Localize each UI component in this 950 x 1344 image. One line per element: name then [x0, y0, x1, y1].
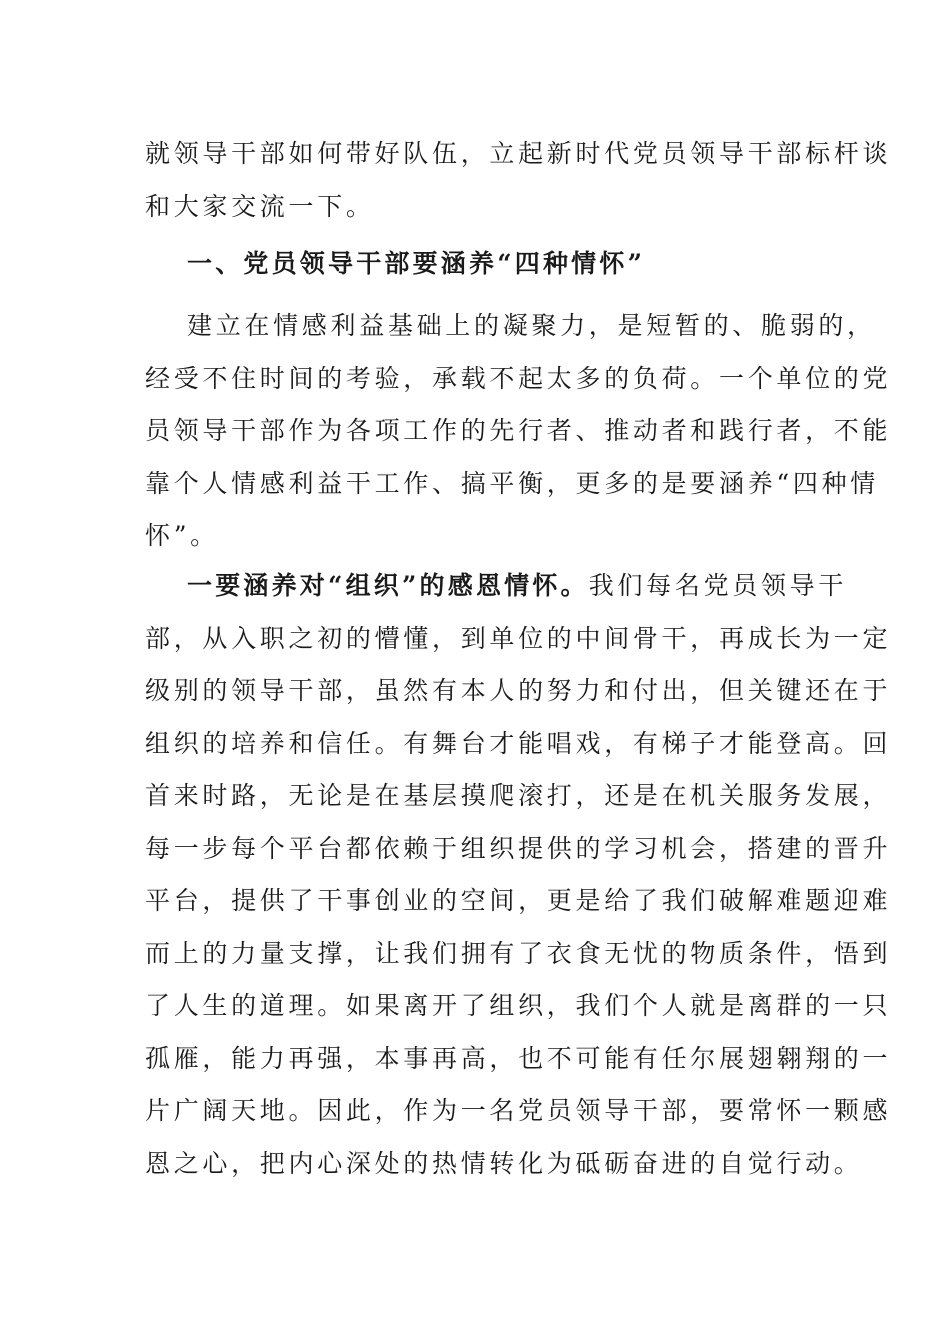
- paragraph-line: 和大家交流一下。: [145, 191, 375, 221]
- section-heading: 一、党员领导干部要涵养“四种情怀”: [187, 249, 646, 278]
- paragraph-line: 恩之心，把内心深处的热情转化为砥砺奋进的自觉行动。: [145, 1148, 863, 1178]
- section-heading-block: [145, 238, 810, 291]
- paragraph-line: 就领导干部如何带好队伍，立起新时代党员领导干部标杆谈: [145, 139, 892, 168]
- paragraph-line: 部，从入职之初的懵懂，到单位的中间骨干，再成长为一定: [145, 623, 892, 653]
- paragraph-line: 组织的培养和信任。有舞台才能唱戏，有梯子才能登高。回: [145, 728, 892, 758]
- paragraph-line: 片广阔天地。因此，作为一名党员领导干部，要常怀一颗感: [145, 1096, 892, 1125]
- paragraph-line: 怀”。: [145, 521, 219, 550]
- paragraph-first-line: [145, 560, 848, 613]
- intro-paragraph: [145, 300, 892, 563]
- continuation-paragraph: [145, 128, 892, 233]
- paragraph-line: 而上的力量支撑，让我们拥有了衣食无忧的物质条件，悟到: [145, 938, 892, 968]
- point-one-paragraph: [145, 560, 892, 1190]
- paragraph-line: 首来时路，无论是在基层摸爬滚打，还是在机关服务发展，: [145, 781, 892, 810]
- point-lead: 一要涵养对“组织”的感恩情怀。: [187, 571, 589, 600]
- paragraph-line: 员领导干部作为各项工作的先行者、推动者和践行者，不能: [145, 416, 892, 445]
- paragraph-line: 每一步每个平台都依赖于组织提供的学习机会，搭建的晋升: [145, 833, 892, 863]
- paragraph-line: 平台，提供了干事创业的空间，更是给了我们破解难题迎难: [145, 886, 892, 915]
- paragraph-line: 建立在情感利益基础上的凝聚力，是短暂的、脆弱的，: [187, 311, 876, 340]
- paragraph-line-rest: 我们每名党员领导干: [588, 571, 848, 600]
- paragraph-line: 了人生的道理。如果离开了组织，我们个人就是离群的一只: [145, 991, 892, 1020]
- paragraph-line: 经受不住时间的考验，承载不起太多的负荷。一个单位的党: [145, 363, 892, 393]
- paragraph-line: 级别的领导干部，虽然有本人的努力和付出，但关键还在于: [145, 676, 892, 705]
- paragraph-line: 靠个人情感利益干工作、搞平衡，更多的是要涵养“四种情: [145, 468, 879, 498]
- paragraph-line: 孤雁，能力再强，本事再高，也不可能有任尔展翅翱翔的一: [145, 1043, 892, 1073]
